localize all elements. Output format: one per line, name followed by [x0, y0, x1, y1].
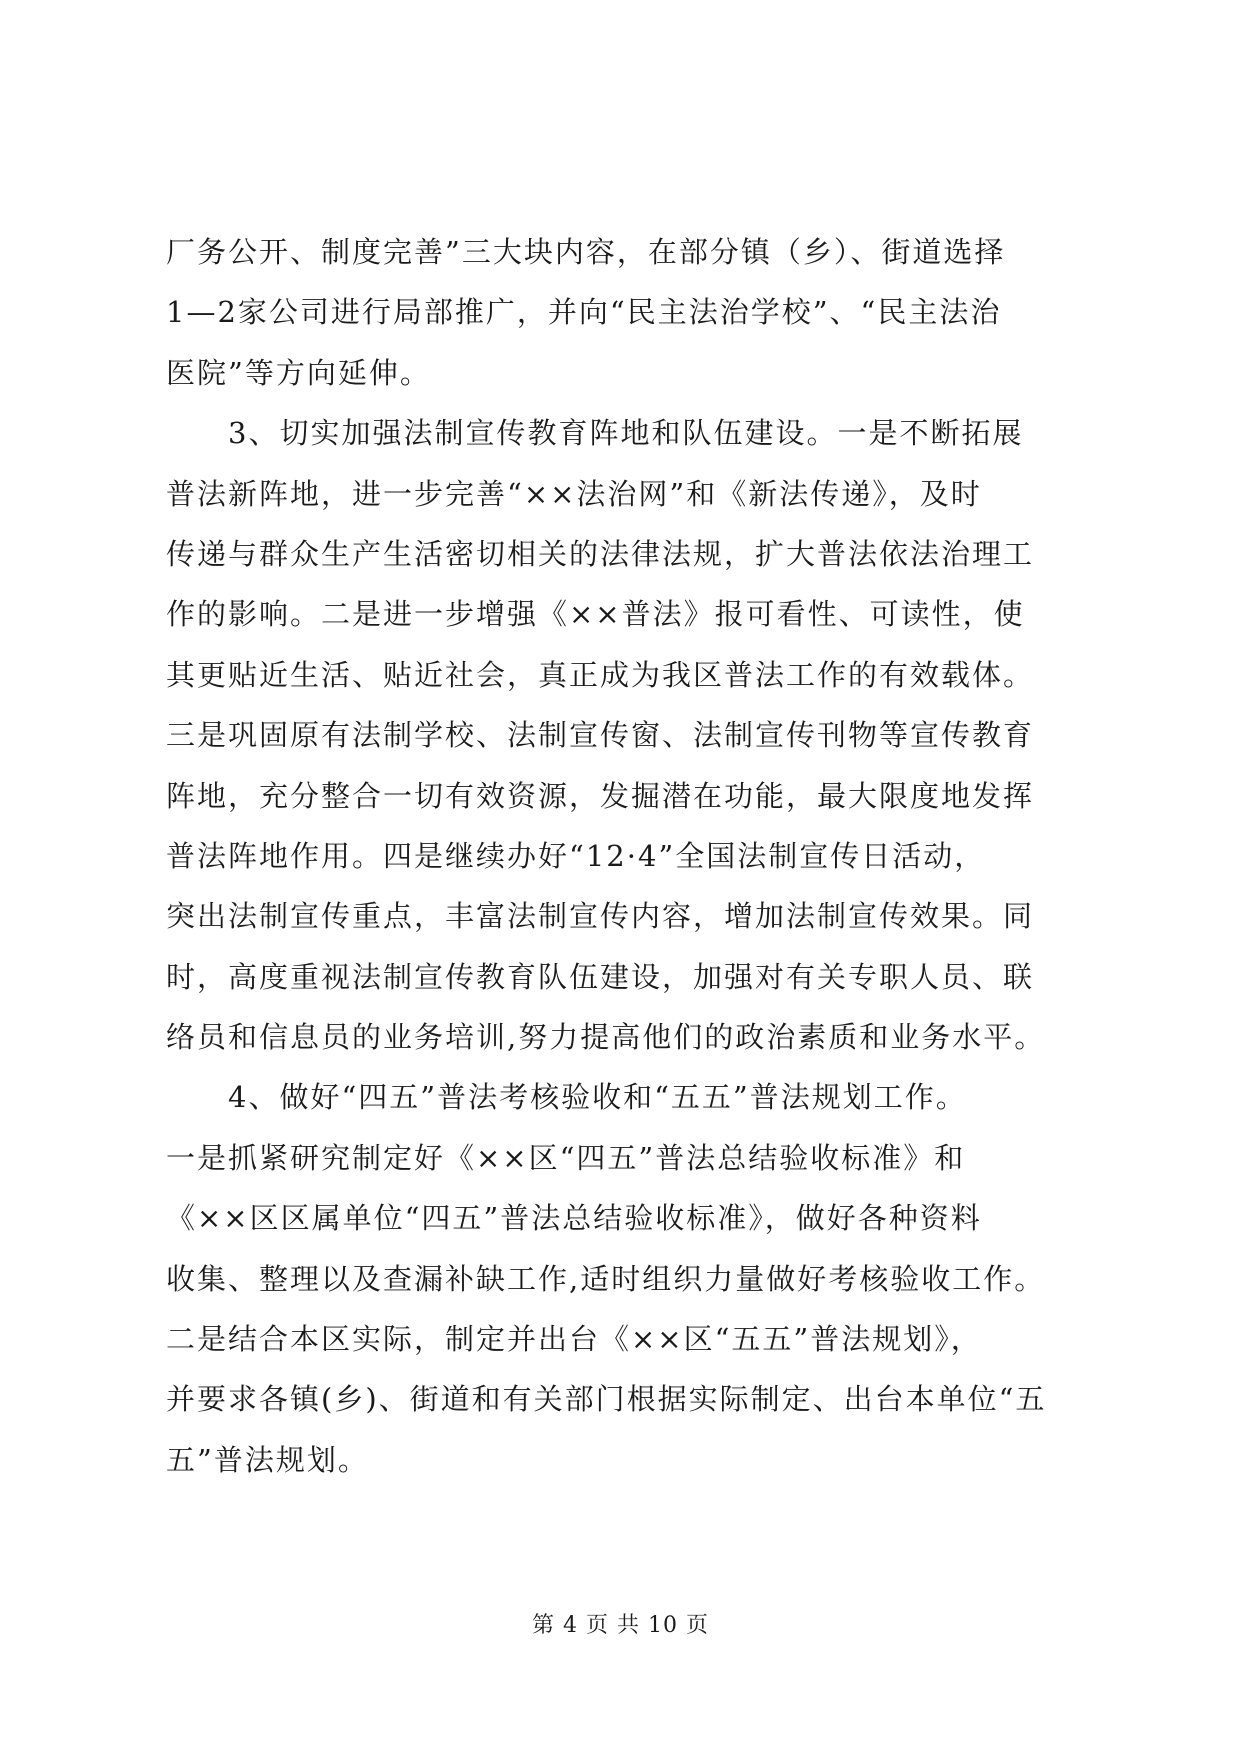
text-line: 突出法制宣传重点，丰富法制宣传内容，增加法制宣传效果。同 [166, 899, 1035, 934]
text-line: 五”普法规划。 [166, 1442, 369, 1477]
text-line: 普法阵地作用。四是继续办好“12·4”全国法制宣传日活动， [166, 838, 986, 873]
text-line: 络员和信息员的业务培训,努力提高他们的政治素质和业务水平。 [166, 1020, 1046, 1055]
text-line: 阵地，充分整合一切有效资源，发掘潜在功能，最大限度地发挥 [166, 778, 1035, 813]
page-footer: 第 4 页 共 10 页 [532, 1613, 709, 1638]
text-line: 三是巩固原有法制学校、法制宣传窗、法制宣传刊物等宣传教育 [166, 718, 1035, 753]
text-line: 医院”等方向延伸。 [166, 355, 431, 390]
text-line: 作的影响。二是进一步增强《××普法》报可看性、可读性，使 [166, 597, 1025, 632]
text-line: 4、做好“四五”普法考核验收和“五五”普法规划工作。 [228, 1080, 967, 1115]
text-line: 《××区区属单位“四五”普法总结验收标准》，做好各种资料 [166, 1201, 982, 1236]
text-line: 其更贴近生活、贴近社会，真正成为我区普法工作的有效载体。 [166, 657, 1035, 692]
text-line: 3、切实加强法制宣传教育阵地和队伍建设。一是不断拓展 [228, 416, 1024, 451]
document-body [166, 222, 1086, 1490]
text-line: 1—2家公司进行局部推广，并向“民主法治学校”、“民主法治 [166, 295, 1002, 330]
text-line: 二是结合本区实际，制定并出台《××区“五五”普法规划》， [166, 1322, 982, 1357]
text-line: 传递与群众生产生活密切相关的法律法规，扩大普法依法治理工 [166, 536, 1035, 571]
text-line: 普法新阵地，进一步完善“××法治网”和《新法传递》，及时 [166, 476, 982, 511]
text-line: 厂务公开、制度完善”三大块内容，在部分镇（乡）、街道选择 [166, 235, 1006, 269]
text-line: 收集、整理以及查漏补缺工作,适时组织力量做好考核验收工作。 [166, 1261, 1046, 1296]
text-line: 一是抓紧研究制定好《××区“四五”普法总结验收标准》和 [166, 1140, 966, 1175]
text-line: 并要求各镇(乡)、街道和有关部门根据实际制定、出台本单位“五 [166, 1382, 1047, 1417]
text-line: 时，高度重视法制宣传教育队伍建设，加强对有关专职人员、联 [166, 959, 1035, 994]
